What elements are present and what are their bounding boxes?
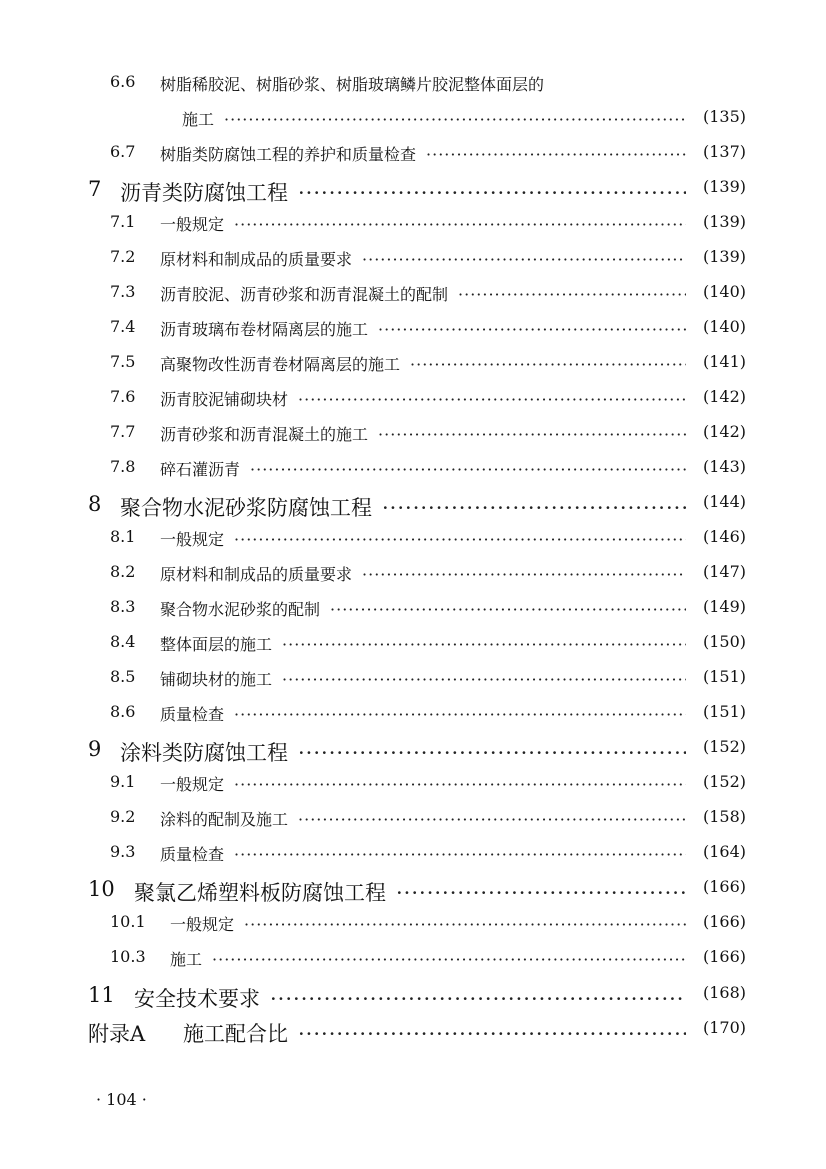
toc-entry-page: (170) <box>702 1018 746 1037</box>
leader-dots <box>244 915 686 934</box>
toc-entry-title: 高聚物改性沥青卷材隔离层的施工 <box>160 355 401 374</box>
toc-entry-title: 安全技术要求 <box>134 987 260 1011</box>
toc-entry-title: 施工配合比 <box>183 1022 288 1046</box>
toc-entry <box>0 842 826 872</box>
toc-entry-title: 施工 <box>170 950 203 969</box>
toc-entry-page: (137) <box>702 142 746 161</box>
toc-entry-title: 沥青胶泥铺砌块材 <box>160 390 289 409</box>
toc-entry-number: 8.1 <box>110 527 136 546</box>
toc-entry-title: 一般规定 <box>170 915 235 934</box>
toc-entry-title: 沥青胶泥、沥青砂浆和沥青混凝土的配制 <box>160 285 449 304</box>
toc-entry-page: (139) <box>702 177 746 196</box>
toc-entry-title: 涂料类防腐蚀工程 <box>120 741 288 765</box>
leader-dots <box>270 987 686 1011</box>
toc-entry-number: 10.1 <box>110 912 146 931</box>
toc-entry <box>0 247 826 277</box>
toc-entry-title: 沥青玻璃布卷材隔离层的施工 <box>160 320 369 339</box>
toc-entry <box>0 667 826 697</box>
toc-entry <box>0 912 826 942</box>
toc-entry: 10 聚氯乙烯塑料板防腐蚀工程 ····· (166) <box>0 877 826 907</box>
leader-dots <box>234 845 686 864</box>
toc-entry-title: 一般规定 <box>160 530 225 549</box>
leader-dots <box>298 741 686 765</box>
toc-entry-page: (142) <box>702 422 746 441</box>
toc-entry-page: (166) <box>702 877 746 896</box>
toc-entry-number: 6.6 <box>110 72 136 91</box>
toc-entry-page: (168) <box>702 983 746 1002</box>
toc-entry: 9 涂料类防腐蚀工程 ····· (152) <box>0 737 826 767</box>
leader-dots <box>378 425 686 444</box>
toc-entry <box>0 947 826 977</box>
leader-dots <box>282 670 686 689</box>
toc-entry-page: (150) <box>702 632 746 651</box>
toc-entry-number: 9.3 <box>110 842 136 861</box>
toc-entry-page: (146) <box>702 527 746 546</box>
leader-dots <box>298 1022 686 1046</box>
leader-dots <box>362 250 686 269</box>
toc-entry-title: 整体面层的施工 <box>160 635 273 654</box>
leader-dots <box>298 181 686 205</box>
toc-entry <box>0 282 826 312</box>
leader-dots <box>426 145 686 164</box>
toc-entry-number: 8.6 <box>110 702 136 721</box>
toc-entry: 8 聚合物水泥砂浆防腐蚀工程 ····· (144) <box>0 492 826 522</box>
toc-entry-title: 铺砌块材的施工 <box>160 670 273 689</box>
leader-dots <box>458 285 686 304</box>
leader-dots <box>362 565 686 584</box>
leader-dots <box>234 705 686 724</box>
leader-dots <box>298 810 686 829</box>
toc-entry <box>0 457 826 487</box>
toc-entry-title: 质量检查 <box>160 845 225 864</box>
toc-entry-page: (149) <box>702 597 746 616</box>
toc-entry-page: (151) <box>702 667 746 686</box>
leader-dots <box>234 530 686 549</box>
toc-entry-page: (143) <box>702 457 746 476</box>
toc-entry-page: (140) <box>702 282 746 301</box>
leader-dots <box>298 390 686 409</box>
toc-entry-number: 6.7 <box>110 142 136 161</box>
leader-dots <box>224 110 686 129</box>
toc-entry-number: 7.3 <box>110 282 136 301</box>
leader-dots <box>396 881 686 905</box>
toc-entry <box>0 387 826 417</box>
toc-entry: 7 沥青类防腐蚀工程 ····· (139) <box>0 177 826 207</box>
page-number: · 104 · <box>96 1090 147 1109</box>
toc-entry <box>0 352 826 382</box>
toc-entry-page: (151) <box>702 702 746 721</box>
toc-entry <box>0 422 826 452</box>
toc-entry-title: 树脂类防腐蚀工程的养护和质量检查 <box>160 145 417 164</box>
toc-entry-page: (135) <box>702 107 746 126</box>
toc-entry <box>0 807 826 837</box>
toc-entry-page: (164) <box>702 842 746 861</box>
leader-dots <box>282 635 686 654</box>
toc-entry-title: 一般规定 <box>160 215 225 234</box>
toc-entry <box>0 632 826 662</box>
leader-dots <box>378 320 686 339</box>
toc-entry: 附录A 施工配合比 ····· (170) <box>0 1018 826 1048</box>
toc-entry-title: 沥青类防腐蚀工程 <box>120 181 288 205</box>
toc-entry <box>0 142 826 172</box>
toc-entry-number: 9.1 <box>110 772 136 791</box>
toc-entry-page: (158) <box>702 807 746 826</box>
toc-entry-title: 碎石灌沥青 <box>160 460 241 479</box>
toc-entry-page: (140) <box>702 317 746 336</box>
toc-entry-number: 8.4 <box>110 632 136 651</box>
toc-entry-title: 树脂稀胶泥、树脂砂浆、树脂玻璃鳞片胶泥整体面层的 <box>160 75 545 94</box>
toc-entry-title: 涂料的配制及施工 <box>160 810 289 829</box>
leader-dots <box>212 950 686 969</box>
toc-entry-number: 8.5 <box>110 667 136 686</box>
toc-entry-page: (144) <box>702 492 746 511</box>
leader-dots <box>250 460 686 479</box>
toc-entry <box>0 702 826 732</box>
toc-entry <box>0 772 826 802</box>
toc-entry-number: 7.7 <box>110 422 136 441</box>
toc-entry-page: (142) <box>702 387 746 406</box>
toc-entry-title: 聚合物水泥砂浆防腐蚀工程 <box>120 496 372 520</box>
toc-entry: 11 安全技术要求 ····· (168) <box>0 983 826 1013</box>
toc-entry-title: 原材料和制成品的质量要求 <box>160 250 353 269</box>
leader-dots <box>330 600 686 619</box>
toc-entry-number: 7.5 <box>110 352 136 371</box>
toc-entry-number: 7.1 <box>110 212 136 231</box>
toc-entry-title: 一般规定 <box>160 775 225 794</box>
toc-entry-page: (139) <box>702 212 746 231</box>
toc-entry <box>0 597 826 627</box>
toc-entry-title: 施工 <box>182 110 215 129</box>
toc-entry-number: 7.2 <box>110 247 136 266</box>
toc-entry-number: 7.8 <box>110 457 136 476</box>
toc-entry-page: (166) <box>702 947 746 966</box>
toc-entry-title: 原材料和制成品的质量要求 <box>160 565 353 584</box>
toc-entry <box>0 317 826 347</box>
toc-entry-number: 10.3 <box>110 947 146 966</box>
toc-entry-title: 聚合物水泥砂浆的配制 <box>160 600 321 619</box>
leader-dots <box>382 496 686 520</box>
leader-dots <box>410 355 686 374</box>
toc-entry-page: (141) <box>702 352 746 371</box>
toc-entry-number: 7.4 <box>110 317 136 336</box>
toc-entry-number: 8.2 <box>110 562 136 581</box>
toc-entry-page: (166) <box>702 912 746 931</box>
toc-entry <box>0 212 826 242</box>
toc-entry-page: (139) <box>702 247 746 266</box>
toc-entry-page: (147) <box>702 562 746 581</box>
leader-dots <box>234 215 686 234</box>
toc-entry <box>0 527 826 557</box>
toc-entry-number: 9.2 <box>110 807 136 826</box>
toc-entry <box>0 562 826 592</box>
toc-entry-title: 沥青砂浆和沥青混凝土的施工 <box>160 425 369 444</box>
toc-entry-page: (152) <box>702 772 746 791</box>
toc-entry-page: (152) <box>702 737 746 756</box>
toc-entry-title: 聚氯乙烯塑料板防腐蚀工程 <box>134 881 386 905</box>
toc-entry <box>0 107 826 137</box>
leader-dots <box>234 775 686 794</box>
toc-entry-number: 8.3 <box>110 597 136 616</box>
toc-entry-title: 质量检查 <box>160 705 225 724</box>
toc-entry <box>0 72 826 102</box>
toc-entry-number: 7.6 <box>110 387 136 406</box>
